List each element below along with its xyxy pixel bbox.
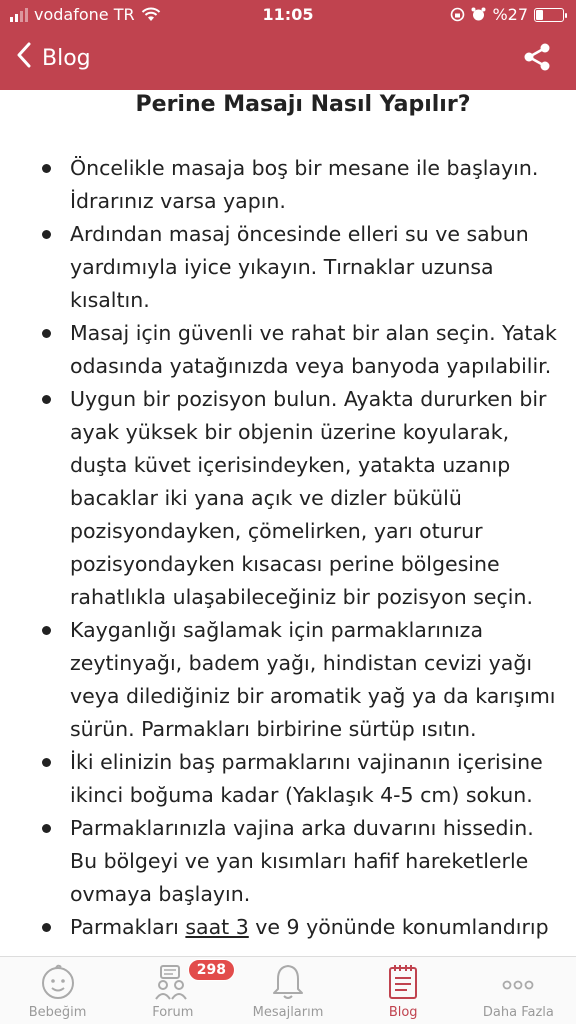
battery-icon — [534, 8, 564, 22]
bullet-dot — [42, 626, 51, 635]
list-item-text: Öncelikle masaja boş bir mesane ile başlayın. İdrarınız varsa yapın. — [70, 156, 539, 213]
list-item-text: İki elinizin baş parmaklarını vajinanın içerisine ikinci boğuma kadar (Yaklaşık 4-5 cm) sokun. — [70, 750, 543, 807]
article-content[interactable] — [0, 90, 576, 956]
list-item-text: Ardından masaj öncesinde elleri su ve sabun yardımıyla iyice yıkayın. Tırnaklar uzunsa kısaltın. — [70, 222, 529, 312]
list-item-text: Kayganlığı sağlamak için parmaklarınıza zeytinyağı, badem yağı, hindistan cevizi yağı veya dilediğiniz bir aromatik yağ ya da karışımı sürün. Parmakları birbirine sürtüp ısıtın. — [70, 618, 556, 741]
article-title: Perine Masajı Nasıl Yapılır? — [135, 92, 471, 117]
forum-badge: 298 — [188, 959, 235, 981]
chevron-left-icon — [16, 42, 32, 74]
status-bar — [0, 0, 576, 30]
list-item — [40, 812, 566, 911]
last-item-after: ve 9 yönünde konumlandırıp — [248, 915, 549, 939]
list-item — [40, 317, 566, 383]
alarm-icon — [471, 7, 486, 22]
orientation-lock-icon — [450, 7, 465, 22]
forum-people-icon — [153, 963, 193, 1001]
battery-level — [536, 10, 543, 20]
nav-bar — [0, 36, 576, 82]
battery-percent: %27 — [492, 5, 528, 24]
status-right — [450, 5, 564, 24]
list-item — [40, 911, 566, 944]
list-item — [40, 383, 566, 614]
tab-blog[interactable] — [346, 957, 461, 1024]
bullet-dot — [42, 164, 51, 173]
bell-icon — [270, 963, 306, 1001]
list-item-text: Masaj için güvenli ve rahat bir alan seçin. Yatak odasında yatağınızda veya banyoda yapılabilir. — [70, 321, 557, 378]
list-item-text: Uygun bir pozisyon bulun. Ayakta dururken bir ayak yüksek bir objenin üzerine koyularak, duşta küvet içerisindeyken, yatakta uzanıp bacaklar iki yana açık ve dizler bükülü pozisyondayken, çömelirken, yarı oturur pozisyondayken kısacası perine bölgesine rahatlıkla ulaşabileceğiniz bir pozisyon seçin. — [70, 387, 547, 609]
tab-label: Blog — [388, 1005, 418, 1020]
tab-bebegim[interactable] — [0, 957, 115, 1024]
list-item — [40, 614, 566, 746]
baby-face-icon — [39, 963, 77, 1001]
tab-forum[interactable] — [115, 957, 230, 1024]
tab-daha-fazla[interactable] — [461, 957, 576, 1024]
bullet-dot — [42, 329, 51, 338]
bullet-dot — [42, 824, 51, 833]
app-header — [0, 0, 576, 90]
last-item-before: Parmakları — [70, 915, 186, 939]
back-button[interactable] — [16, 42, 91, 74]
list-item — [40, 152, 566, 218]
bullet-dot — [42, 395, 51, 404]
list-item — [40, 746, 566, 812]
tab-mesajlarim[interactable] — [230, 957, 345, 1024]
carrier-label: vodafone TR — [34, 5, 135, 24]
share-icon — [522, 42, 552, 72]
list-item-text: Parmaklarınızla vajina arka duvarını hissedin. Bu bölgeyi ve yan kısımları hafif hareketlerle ovmaya başlayın. — [70, 816, 534, 906]
tab-label: Mesajlarım — [252, 1005, 324, 1020]
tab-bar — [0, 956, 576, 1024]
tab-label: Forum — [152, 1005, 194, 1020]
tab-label: Daha Fazla — [482, 1005, 554, 1020]
more-dots-icon — [499, 963, 537, 1001]
saat-link[interactable]: saat 3 — [185, 915, 249, 939]
back-label: Blog — [42, 45, 91, 71]
bullet-dot — [42, 923, 51, 932]
tab-label: Bebeğim — [28, 1005, 87, 1020]
bullet-list — [0, 152, 576, 944]
bullet-dot — [42, 230, 51, 239]
status-time: 11:05 — [262, 5, 314, 24]
blog-notepad-icon — [387, 963, 419, 1001]
share-button[interactable] — [522, 42, 552, 72]
list-item — [40, 218, 566, 317]
bullet-dot — [42, 758, 51, 767]
